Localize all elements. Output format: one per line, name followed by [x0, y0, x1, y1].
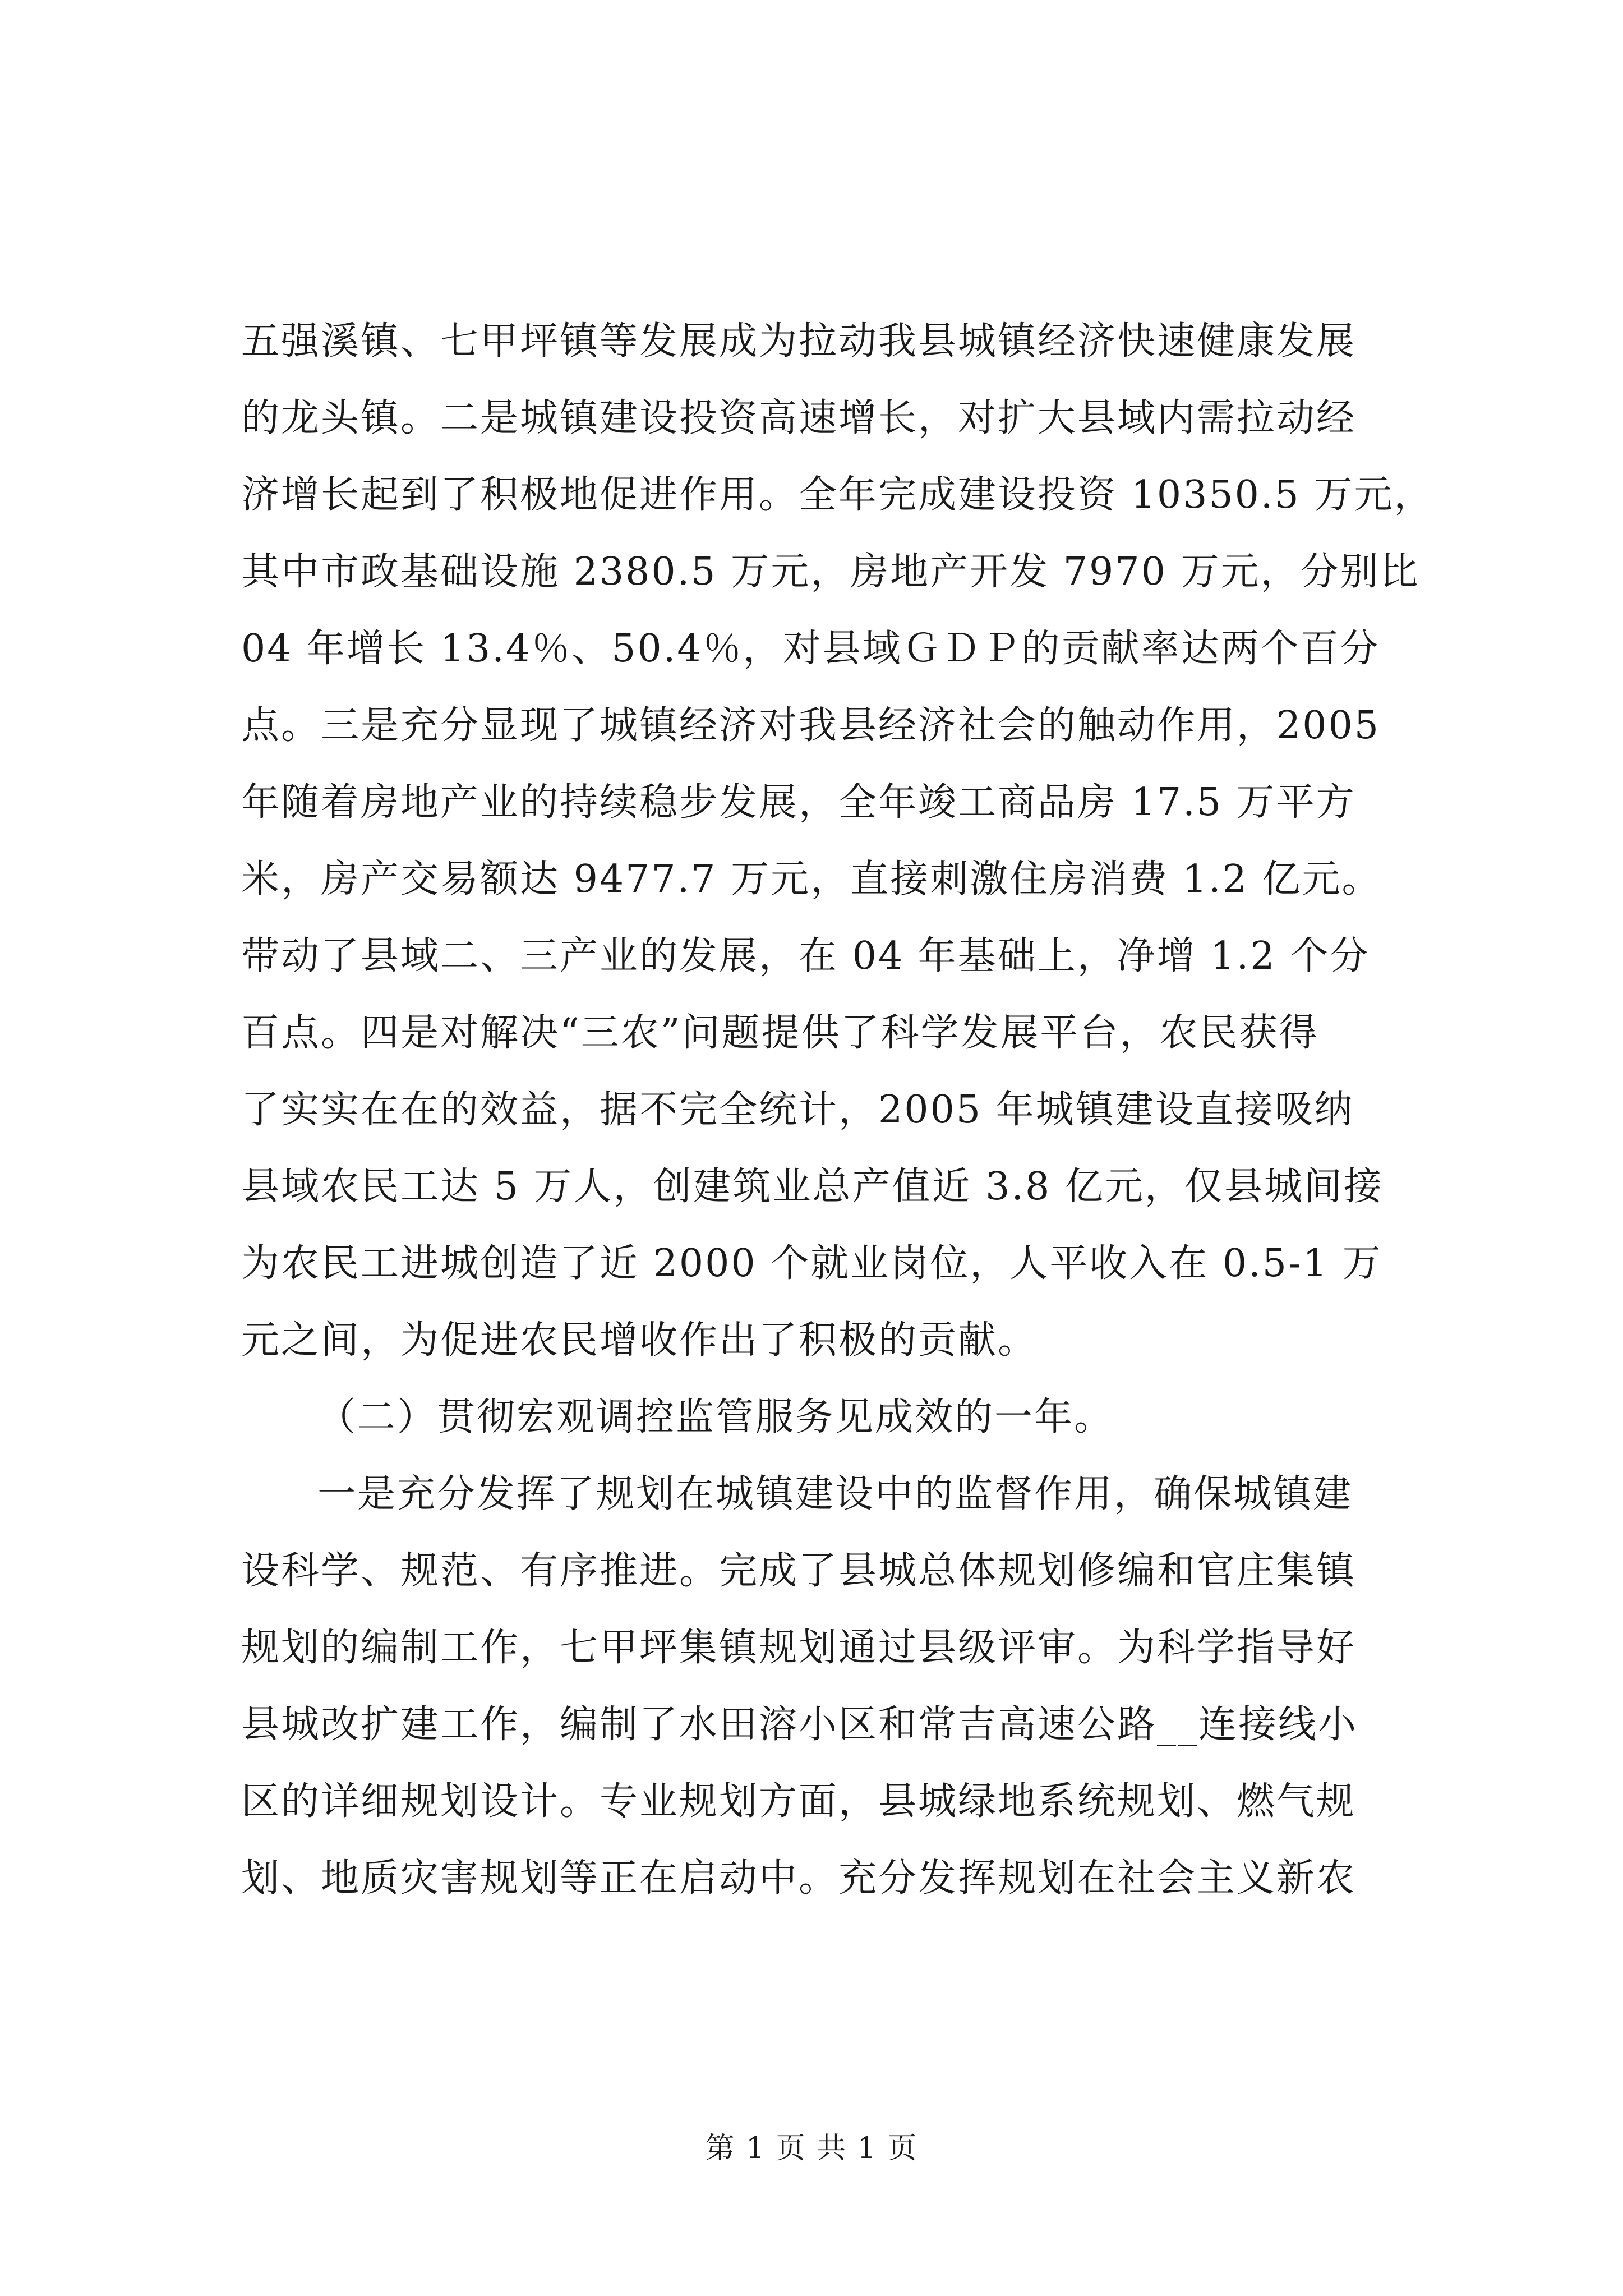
text-line: 年随着房地产业的持续稳步发展，全年竣工商品房 17.5 万平方	[241, 780, 1356, 825]
text-line: 为农民工进城创造了近 2000 个就业岗位，人平收入在 0.5-1 万	[241, 1241, 1382, 1286]
text-line: 济增长起到了积极地促进作用。全年完成建设投资 10350.5 万元，	[241, 473, 1434, 517]
text-line: 区的详细规划设计。专业规划方面，县城绿地系统规划、燃气规	[241, 1779, 1357, 1824]
text-line: 了实实在在的效益，据不完全统计，2005 年城镇建设直接吸纳	[241, 1088, 1354, 1132]
text-line: 点。三是充分显现了城镇经济对我县经济社会的触动作用，2005	[241, 703, 1381, 748]
text-line: 设科学、规范、有序推进。完成了县城总体规划修编和官庄集镇	[241, 1549, 1357, 1593]
text-line: 04 年增长 13.4％、50.4％，对县域ＧＤＰ的贡献率达两个百分	[241, 627, 1380, 671]
text-line: 规划的编制工作，七甲坪集镇规划通过县级评审。为科学指导好	[241, 1626, 1357, 1670]
text-line: 百点。四是对解决“三农”问题提供了科学发展平台，农民获得	[241, 1011, 1319, 1055]
text-line: 县域农民工达 5 万人，创建筑业总产值近 3.8 亿元，仅县城间接	[241, 1165, 1384, 1209]
text-line: 县城改扩建工作，编制了水田溶小区和常吉高速公路__连接线小	[241, 1703, 1358, 1747]
section-heading: （二）贯彻宏观调控监管服务见成效的一年。	[317, 1395, 1114, 1439]
page-footer: 第 1 页 共 1 页	[705, 2132, 918, 2165]
text-line: 一是充分发挥了规划在城镇建设中的监督作用，确保城镇建	[317, 1472, 1353, 1516]
text-line: 其中市政基础设施 2380.5 万元，房地产开发 7970 万元，分别比	[241, 550, 1420, 594]
text-line: 带动了县域二、三产业的发展，在 04 年基础上，净增 1.2 个分	[241, 934, 1370, 978]
text-line: 的龙头镇。二是城镇建设投资高速增长，对扩大县域内需拉动经	[241, 396, 1357, 440]
text-line: 元之间，为促进农民增收作出了积极的贡献。	[241, 1318, 1038, 1363]
text-line: 米，房产交易额达 9477.7 万元，直接刺激住房消费 1.2 亿元。	[241, 857, 1382, 901]
body-text	[241, 303, 1441, 1917]
text-line: 五强溪镇、七甲坪镇等发展成为拉动我县城镇经济快速健康发展	[241, 319, 1357, 364]
text-line: 划、地质灾害规划等正在启动中。充分发挥规划在社会主义新农	[241, 1856, 1357, 1901]
